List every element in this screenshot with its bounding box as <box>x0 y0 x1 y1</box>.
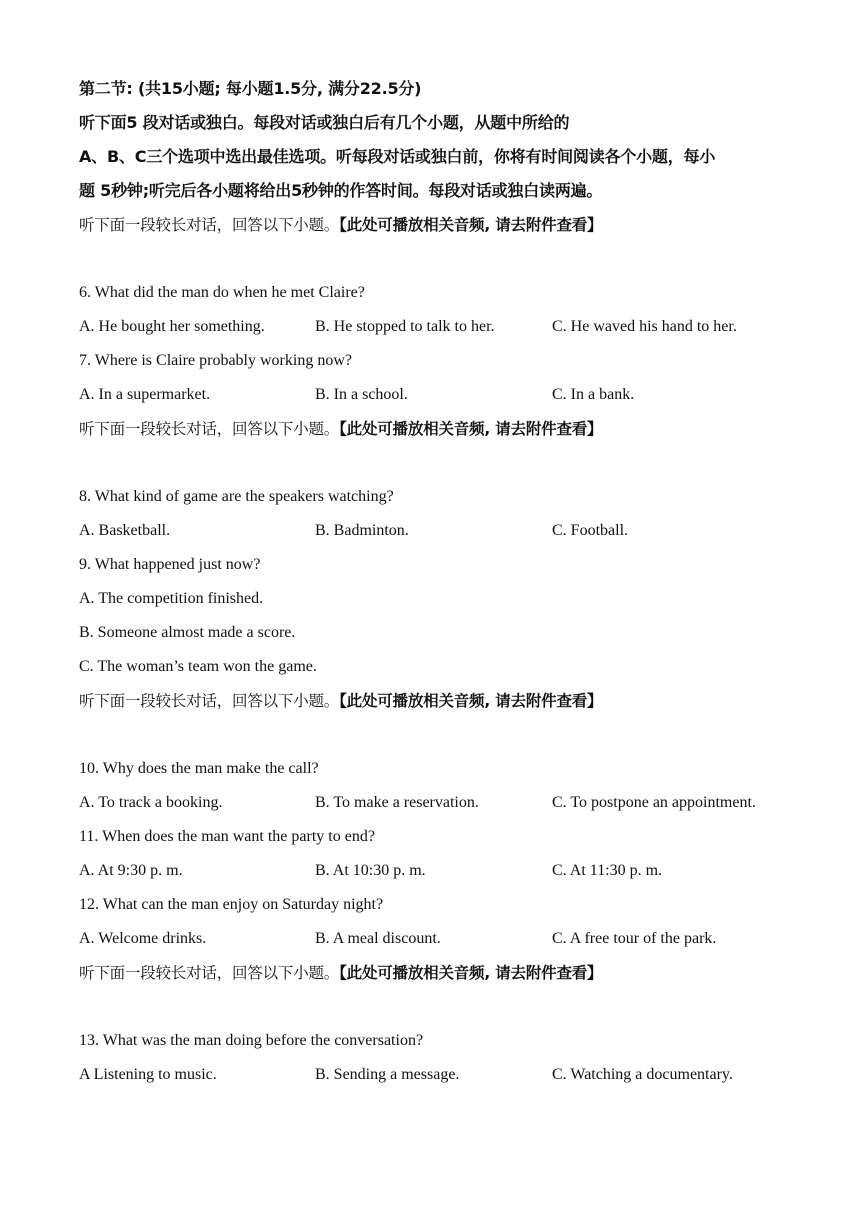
intro-text: 听下面一段较长对话，回答以下小题。 <box>79 692 340 710</box>
intro-text: 听下面一段较长对话，回答以下小题。 <box>79 216 340 234</box>
question-10: 10. Why does the man make the call? <box>79 760 319 777</box>
audio-note[interactable]: 【此处可播放相关音频, 请去附件查看】 <box>339 964 603 982</box>
option-b[interactable]: B. Sending a message. <box>315 1066 460 1083</box>
option-c[interactable]: C. He waved his hand to her. <box>552 318 737 335</box>
options-row <box>79 922 799 956</box>
question-9: 9. What happened just now? <box>79 556 261 573</box>
question-13: 13. What was the man doing before the conversation? <box>79 1032 424 1049</box>
spacer <box>79 718 799 752</box>
option-a[interactable]: A. Basketball. <box>79 522 171 539</box>
options-row <box>79 786 799 820</box>
option-c[interactable]: C. At 11:30 p. m. <box>552 862 663 879</box>
intro-text: 听下面一段较长对话，回答以下小题。 <box>79 420 340 438</box>
spacer <box>79 242 799 276</box>
option-b[interactable]: B. At 10:30 p. m. <box>315 862 426 879</box>
section-title: 第二节: (共15小题; 每小题1.5分, 满分22.5分) <box>79 79 422 98</box>
option-c[interactable]: C. The woman’s team won the game. <box>79 658 317 675</box>
listening-intro <box>79 684 799 718</box>
instruction-line-1: 听下面5 段对话或独白。每段对话或独白后有几个小题，从题中所给的 <box>79 113 570 132</box>
options-row <box>79 310 799 344</box>
option-c[interactable]: C. In a bank. <box>552 386 635 403</box>
exam-page <box>79 72 799 1092</box>
option-a[interactable]: A. In a supermarket. <box>79 386 211 403</box>
options-row <box>79 1058 799 1092</box>
option-b[interactable]: B. A meal discount. <box>315 930 441 947</box>
instruction-line-3: 题 5秒钟;听完后各小题将给出5秒钟的作答时间。每段对话或独白读两遍。 <box>79 181 603 200</box>
option-a[interactable]: A. To track a booking. <box>79 794 223 811</box>
option-a[interactable]: A Listening to music. <box>79 1066 217 1083</box>
option-b[interactable]: B. Someone almost made a score. <box>79 624 296 641</box>
option-c[interactable]: C. Watching a documentary. <box>552 1066 733 1083</box>
question-12: 12. What can the man enjoy on Saturday night? <box>79 896 384 913</box>
intro-text: 听下面一段较长对话，回答以下小题。 <box>79 964 340 982</box>
option-c[interactable]: C. A free tour of the park. <box>552 930 717 947</box>
audio-note[interactable]: 【此处可播放相关音频, 请去附件查看】 <box>339 692 603 710</box>
listening-intro <box>79 208 799 242</box>
option-b[interactable]: B. In a school. <box>315 386 408 403</box>
question-8: 8. What kind of game are the speakers watching? <box>79 488 394 505</box>
listening-intro <box>79 956 799 990</box>
option-a[interactable]: A. The competition finished. <box>79 590 264 607</box>
listening-intro <box>79 412 799 446</box>
option-a[interactable]: A. Welcome drinks. <box>79 930 207 947</box>
options-row <box>79 854 799 888</box>
option-c[interactable]: C. Football. <box>552 522 629 539</box>
audio-note[interactable]: 【此处可播放相关音频, 请去附件查看】 <box>339 420 603 438</box>
instruction-line-2: A、B、C三个选项中选出最佳选项。听每段对话或独白前，你将有时间阅读各个小题，每小 <box>79 147 716 166</box>
option-b[interactable]: B. He stopped to talk to her. <box>315 318 495 335</box>
spacer <box>79 446 799 480</box>
option-a[interactable]: A. At 9:30 p. m. <box>79 862 183 879</box>
question-7: 7. Where is Claire probably working now? <box>79 352 352 369</box>
option-b[interactable]: B. To make a reservation. <box>315 794 479 811</box>
option-b[interactable]: B. Badminton. <box>315 522 409 539</box>
audio-note[interactable]: 【此处可播放相关音频, 请去附件查看】 <box>339 216 603 234</box>
question-6: 6. What did the man do when he met Claire? <box>79 284 365 301</box>
spacer <box>79 990 799 1024</box>
options-row <box>79 514 799 548</box>
options-row <box>79 378 799 412</box>
option-c[interactable]: C. To postpone an appointment. <box>552 794 756 811</box>
question-11: 11. When does the man want the party to end? <box>79 828 375 845</box>
option-a[interactable]: A. He bought her something. <box>79 318 265 335</box>
